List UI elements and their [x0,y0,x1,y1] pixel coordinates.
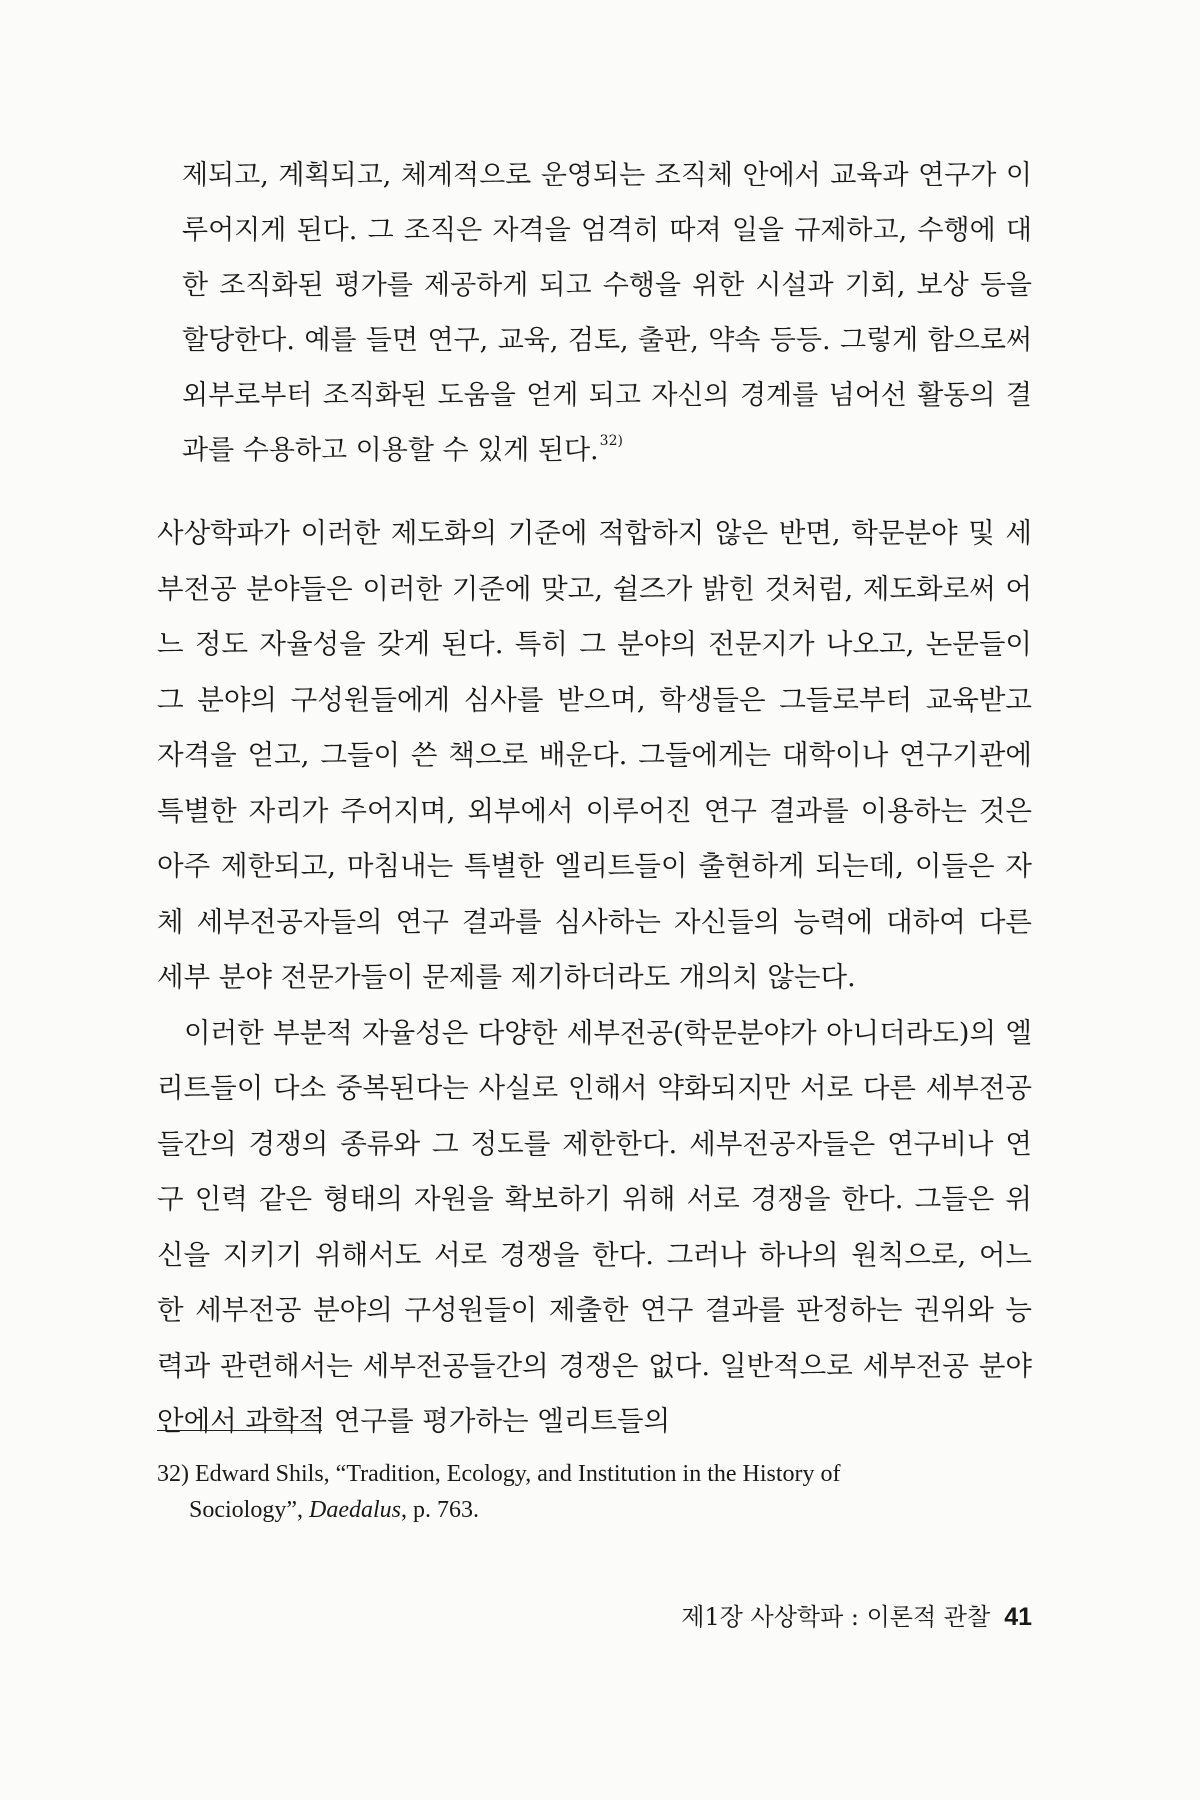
body-text [157,506,1032,1450]
footnote-reference: 32) [599,433,623,449]
chapter-title: 제1장 사상학파 : 이론적 관찰 [681,1603,991,1631]
block-quote [182,148,1032,478]
footnote-text: Edward Shils, “Tradition, Ecology, and Institution in the History of [195,1461,841,1487]
body-paragraph-2: 이러한 부분적 자율성은 다양한 세부전공(학문분야가 아니더라도)의 엘리트들이 다소 중복된다는 사실로 인해서 약화되지만 서로 다른 세부전공들간의 경쟁의 종류와 그 정도를 제한한다. 세부전공자들은 연구비나 연구 인력 같은 형태의 자원을 확보하기 위해 서로 경쟁을 한다. 그들은 위신을 지키기 위해서도 서로 경쟁을 한다. 그러나 하나의 원칙으로, 어느 한 세부전공 분야의 구성원들이 제출한 연구 결과를 판정하는 권위와 능력과 관련해서는 세부전공들간의 경쟁은 없다. 일반적으로 세부전공 분야 안에서 과학적 연구를 평가하는 엘리트들의 [157,1016,1032,1437]
body-paragraph-1: 사상학파가 이러한 제도화의 기준에 적합하지 않은 반면, 학문분야 및 세부전공 분야들은 이러한 기준에 맞고, 쉴즈가 밝힌 것처럼, 제도화로써 어느 정도 자율성을 갖게 된다. 특히 그 분야의 전문지가 나오고, 논문들이 그 분야의 구성원들에게 심사를 받으며, 학생들은 그들로부터 교육받고 자격을 얻고, 그들이 쓴 책으로 배운다. 그들에게는 대학이나 연구기관에 특별한 자리가 주어지며, 외부에서 이루어진 연구 결과를 이용하는 것은 아주 제한되고, 마침내는 특별한 엘리트들이 출현하게 되는데, 이들은 자체 세부전공자들의 연구 결과를 심사하는 자신들의 능력에 대하여 다른 세부 분야 전문가들이 문제를 제기하더라도 개의치 않는다. [157,517,1032,993]
quote-paragraph [182,148,1032,478]
footnote [157,1456,1032,1528]
page-number: 41 [1004,1603,1032,1631]
quote-text: 제되고, 계획되고, 체계적으로 운영되는 조직체 안에서 교육과 연구가 이루어지게 된다. 그 조직은 자격을 엄격히 따져 일을 규제하고, 수행에 대한 조직화된 평가를 제공하게 되고 수행을 위한 시설과 기회, 보상 등을 할당한다. 예를 들면 연구, 교육, 검토, 출판, 약속 등등. 그렇게 함으로써 외부로부터 조직화된 도움을 얻게 되고 자신의 경계를 넘어선 활동의 결과를 수용하고 이용할 수 있게 된다. [182,160,1032,466]
footnote-text-end: , p. 763. [401,1497,479,1523]
footnote-line-2 [157,1492,1032,1528]
footnote-number: 32) [157,1461,189,1487]
footnote-line-1 [157,1456,1032,1492]
footnote-journal: Daedalus [309,1497,401,1523]
footnote-divider [157,1430,322,1431]
footnote-text-cont: Sociology”, [189,1497,309,1523]
running-footer [681,1602,1032,1632]
